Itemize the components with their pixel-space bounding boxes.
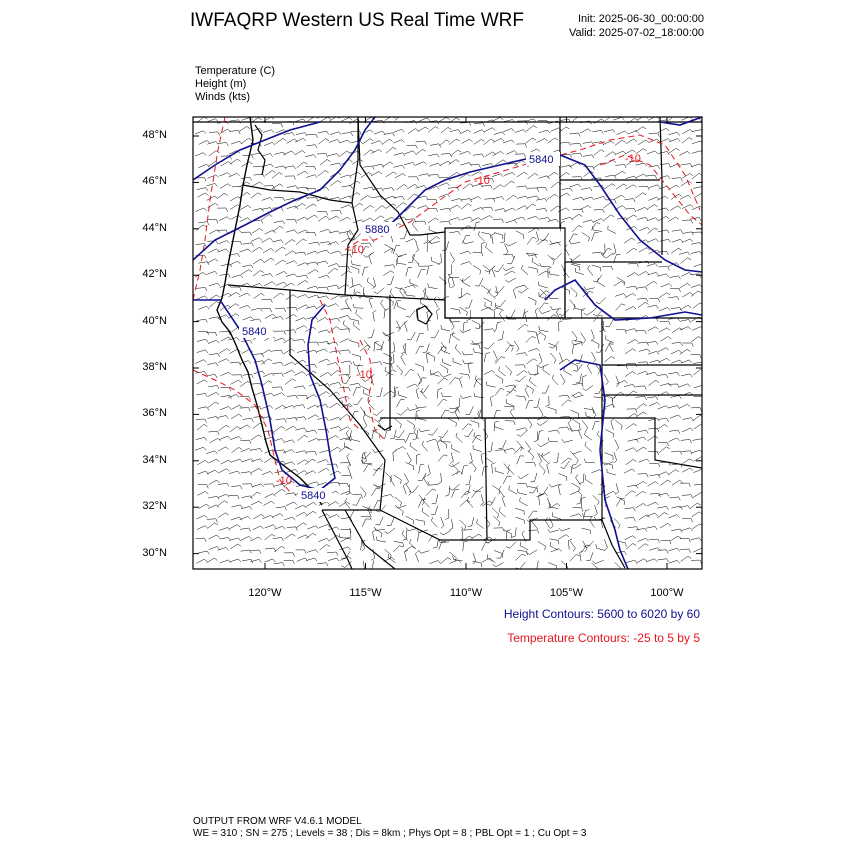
latitude-label: 46°N — [142, 175, 167, 188]
california-nevada-border — [290, 290, 385, 510]
longitude-label: 110°W — [449, 587, 483, 599]
mexico-coast — [322, 510, 352, 569]
temperature-contour-legend: Temperature Contours: -25 to 5 by 5 — [507, 631, 700, 645]
latitude-label: 44°N — [142, 221, 167, 234]
height-label: 5880 — [365, 224, 390, 236]
latitude-label: 48°N — [142, 129, 167, 141]
boundaries-layer — [193, 117, 702, 569]
latitude-label: 30°N — [142, 546, 167, 559]
montana-idaho-border — [358, 117, 445, 235]
gulf-of-california — [345, 510, 395, 569]
washington-oregon-border — [243, 185, 352, 203]
wind-barbs — [195, 115, 705, 573]
latitude-label: 38°N — [142, 361, 167, 373]
new-mexico-south — [487, 418, 602, 540]
arizona-new-mexico-border — [485, 418, 487, 540]
contour-labels — [239, 152, 641, 502]
variable-height: Height (m) — [195, 78, 247, 90]
dakotas-border — [560, 117, 662, 262]
oregon-california-border — [228, 285, 345, 295]
height-label: 5840 — [242, 326, 267, 338]
plot-frame — [193, 117, 702, 569]
axis-ticks — [193, 117, 702, 569]
init-time: Init: 2025-06-30_00:00:00 — [578, 13, 704, 25]
temperature-label: -10 — [348, 244, 364, 256]
valid-time: Valid: 2025-07-02_18:00:00 — [569, 27, 704, 39]
longitude-label: 115°W — [349, 587, 382, 599]
height-contours — [193, 117, 702, 569]
temperature-label: -10 — [356, 369, 372, 381]
wind-barbs-layer — [195, 115, 705, 573]
utah-east-border — [445, 300, 482, 418]
latitude-label: 34°N — [142, 453, 167, 466]
variable-temperature: Temperature (C) — [195, 65, 276, 77]
plot-title: IWFAQRP Western US Real Time WRF — [190, 10, 524, 31]
latitude-label: 42°N — [142, 268, 167, 281]
longitude-label: 120°W — [248, 587, 282, 599]
height-label: 5840 — [529, 154, 554, 166]
temperature-label: -10 — [276, 475, 292, 487]
latitude-label: 32°N — [142, 500, 167, 513]
longitude-label: 105°W — [549, 587, 584, 599]
temperature-label: -10 — [474, 175, 490, 187]
latitude-label: 40°N — [142, 314, 167, 327]
variable-winds: Winds (kts) — [195, 91, 250, 103]
arizona-mexico-border — [322, 510, 487, 540]
model-config-footer: WE = 310 ; SN = 275 ; Levels = 38 ; Dis = 8km ; Phys Opt = 8 ; PBL Opt = 1 ; Cu Opt = 3 — [193, 828, 587, 839]
longitude-label: 100°W — [650, 587, 684, 599]
latitude-label: 36°N — [142, 407, 167, 420]
colorado-box — [482, 318, 602, 418]
height-contour-legend: Height Contours: 5600 to 6020 by 60 — [503, 607, 700, 621]
model-footer: OUTPUT FROM WRF V4.6.1 MODEL — [193, 816, 362, 827]
temperature-label: -10 — [625, 153, 641, 165]
height-label: 5840 — [301, 490, 326, 502]
temperature-contours — [193, 117, 702, 492]
great-salt-lake — [417, 306, 432, 324]
